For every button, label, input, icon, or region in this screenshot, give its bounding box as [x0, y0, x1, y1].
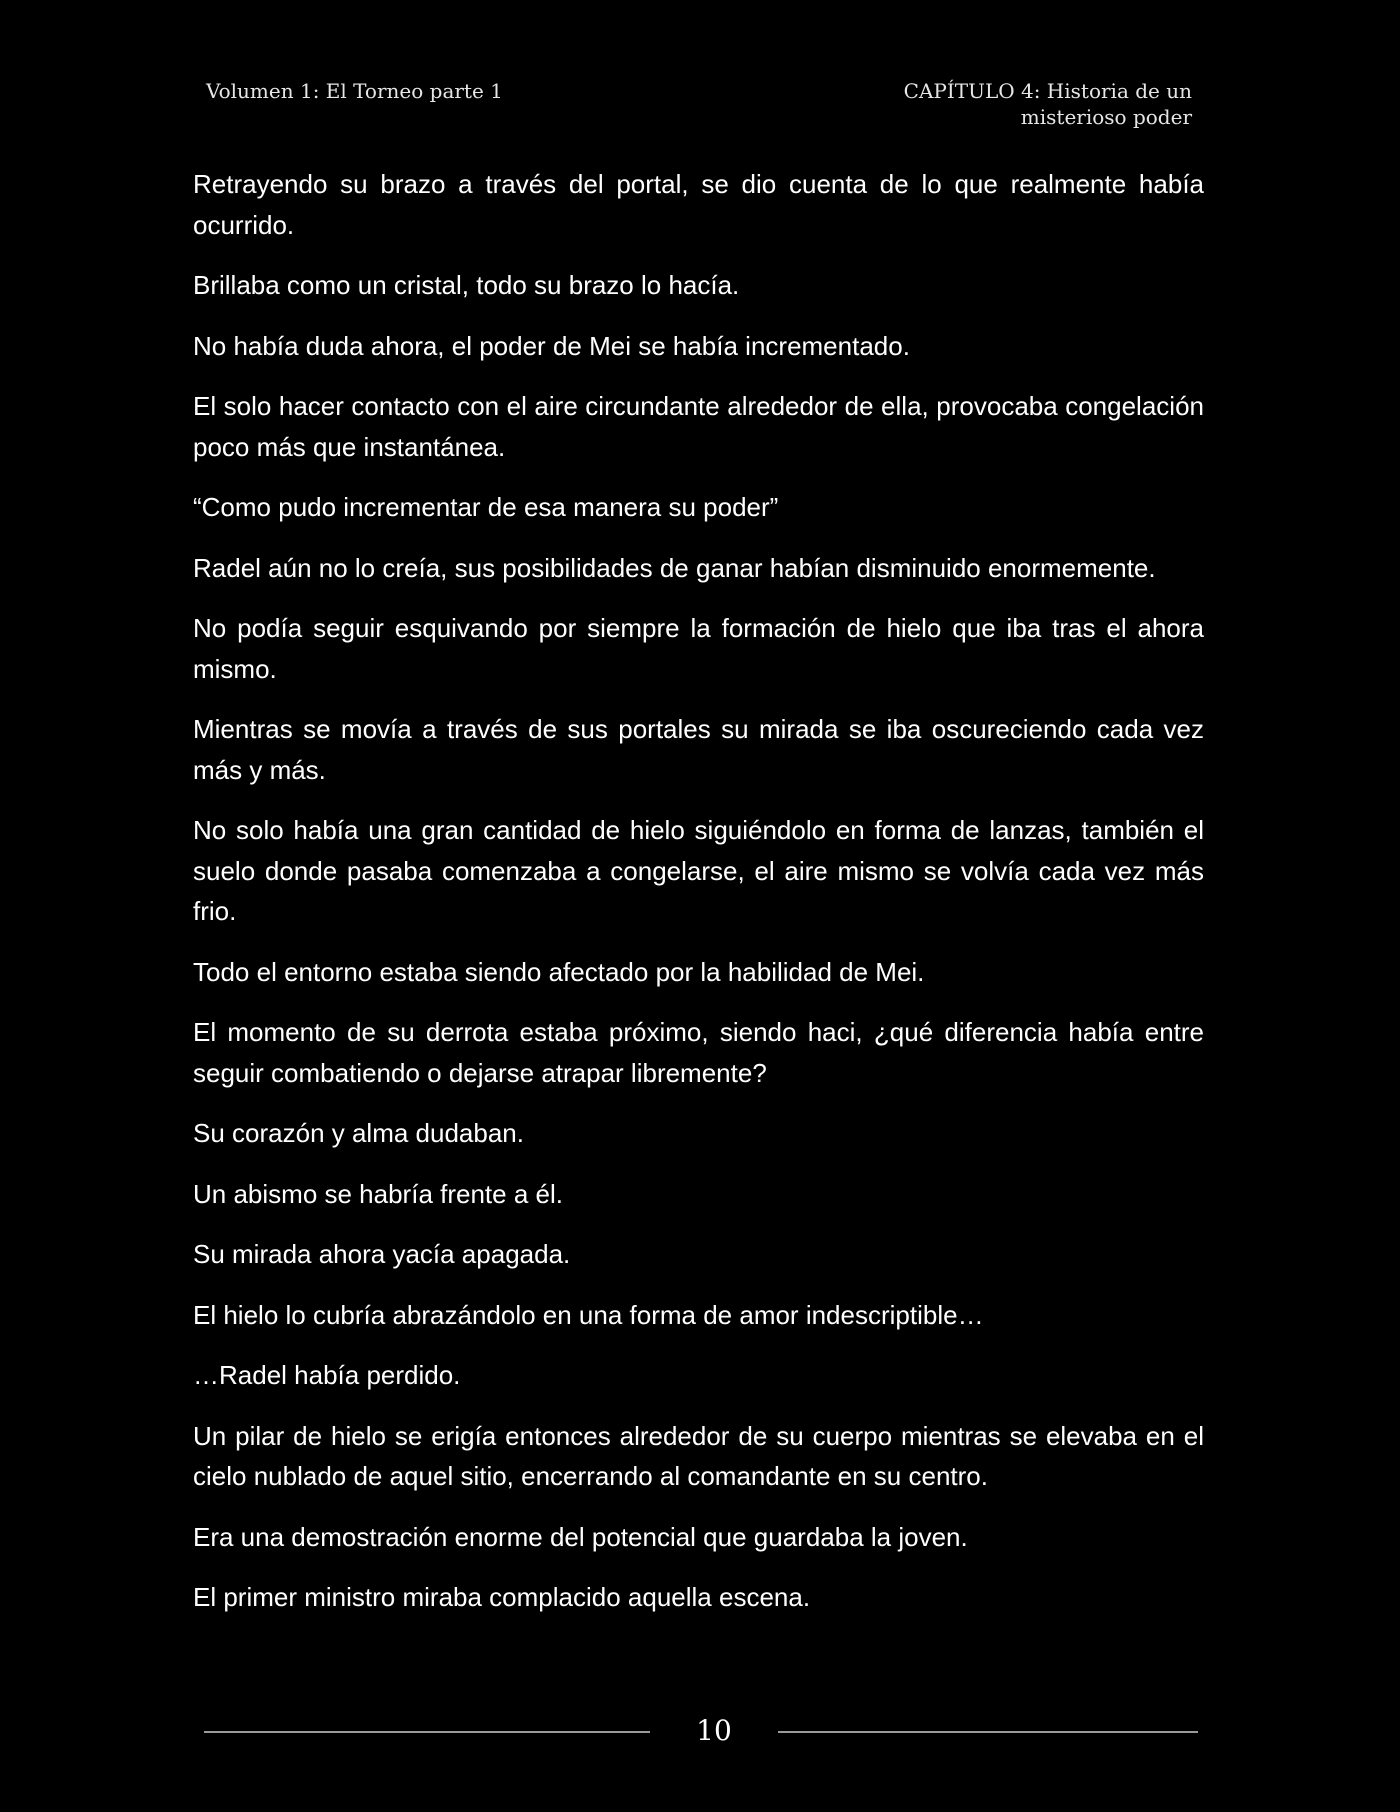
paragraph: Un abismo se habría frente a él.: [193, 1178, 563, 1209]
paragraph: No solo había una gran cantidad de hielo siguiéndolo en forma de lanzas, también el suelo donde pasaba comenzaba a congelarse, el aire mismo se volvía cada vez más frio.: [193, 815, 1204, 926]
footer-rule-right: [778, 1731, 1198, 1733]
paragraph: Mientras se movía a través de sus portales su mirada se iba oscureciendo cada vez más y más.: [193, 714, 1204, 785]
paragraph: No podía seguir esquivando por siempre la formación de hielo que iba tras el ahora mismo.: [193, 613, 1204, 684]
footer-rule-left: [204, 1731, 650, 1733]
paragraph: Era una demostración enorme del potencial que guardaba la joven.: [193, 1521, 968, 1552]
page-number: 10: [696, 1714, 732, 1747]
running-header-volume: Volumen 1: El Torneo parte 1: [206, 79, 503, 103]
paragraph: Su corazón y alma dudaban.: [193, 1118, 524, 1148]
chapter-title-line-1: CAPÍTULO 4: Historia de un: [903, 79, 1192, 103]
page-footer: [204, 1712, 1198, 1752]
paragraph: Un pilar de hielo se erigía entonces alrededor de su cuerpo mientras se elevaba en el cielo nublado de aquel sitio, encerrando al comandante en su centro.: [193, 1420, 1204, 1491]
paragraph: Todo el entorno estaba siendo afectado por la habilidad de Mei.: [193, 956, 925, 987]
paragraph: Brillaba como un cristal, todo su brazo lo hacía.: [193, 270, 740, 300]
running-header-chapter: [832, 78, 1192, 130]
paragraph: No había duda ahora, el poder de Mei se había incrementado.: [193, 330, 910, 361]
paragraph: “Como pudo incrementar de esa manera su poder”: [193, 492, 779, 522]
paragraph: Retrayendo su brazo a través del portal, se dio cuenta de lo que realmente había ocurrido.: [193, 169, 1204, 240]
paragraph: El solo hacer contacto con el aire circundante alrededor de ella, provocaba congelación poco más que instantánea.: [193, 391, 1204, 462]
paragraph: El primer ministro miraba complacido aquella escena.: [193, 1582, 811, 1612]
paragraph: …Radel había perdido.: [193, 1360, 461, 1390]
paragraph: Su mirada ahora yacía apagada.: [193, 1239, 571, 1269]
paragraph: Radel aún no lo creía, sus posibilidades de ganar habían disminuido enormemente.: [193, 552, 1156, 583]
chapter-body: [193, 164, 1204, 1638]
paragraph: El momento de su derrota estaba próximo, siendo haci, ¿qué diferencia había entre seguir combatiendo o dejarse atrapar libremente?: [193, 1017, 1204, 1088]
paragraph: El hielo lo cubría abrazándolo en una forma de amor indescriptible…: [193, 1299, 984, 1330]
chapter-title-line-2: misterioso poder: [1020, 105, 1192, 129]
